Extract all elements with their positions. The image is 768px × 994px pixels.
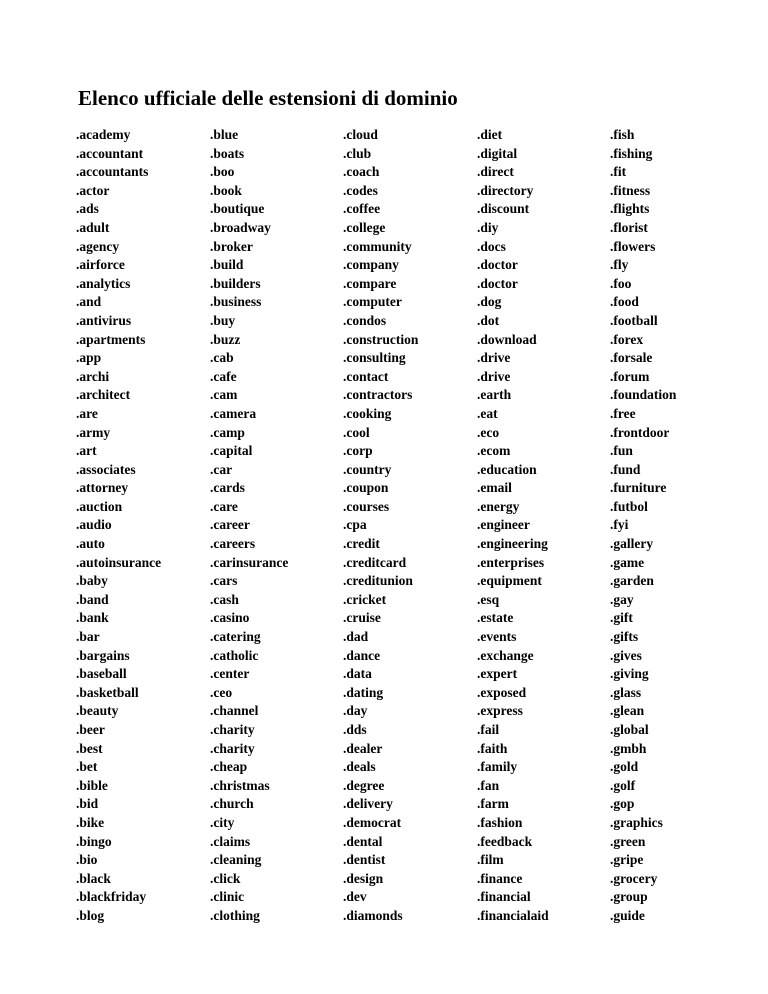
domain-extension: .band [76, 591, 109, 607]
domain-extension: .fly [610, 257, 629, 273]
domain-extension: .architect [76, 387, 131, 403]
domain-extension: .boutique [210, 201, 265, 217]
domain-extension: .christmas [210, 777, 270, 793]
domain-extension: .feedback [477, 833, 533, 849]
domain-extension: .bank [76, 610, 109, 626]
domain-extension: .baby [76, 573, 108, 589]
domain-extension: .antivirus [76, 312, 132, 328]
domain-extension: .army [76, 424, 111, 440]
domain-extension: .casino [210, 610, 250, 626]
domain-extension: .exchange [477, 647, 534, 663]
domain-extension: .engineer [477, 517, 530, 533]
domain-extension: .eat [477, 405, 498, 421]
domain-extension: .construction [343, 331, 419, 347]
domain-extension: .enterprises [477, 554, 545, 570]
domain-extension: .black [76, 870, 111, 886]
domain-extension: .film [477, 852, 504, 868]
domain-extension: .glass [610, 684, 642, 700]
domain-extension: .attorney [76, 480, 129, 496]
domain-extension: .esq [477, 591, 500, 607]
domain-extension: .buy [210, 312, 236, 328]
domain-extension: .contractors [343, 387, 413, 403]
domain-extension: .diamonds [343, 907, 403, 923]
domain-extension: .expert [477, 666, 518, 682]
domain-extension: .creditcard [343, 554, 407, 570]
domain-extension: .autoinsurance [76, 554, 162, 570]
domain-extension: .frontdoor [610, 424, 670, 440]
domain-extension: .charity [210, 740, 255, 756]
domain-extension: .gold [610, 759, 639, 775]
domain-extension: .doctor [477, 275, 518, 291]
domain-extension: .care [210, 498, 238, 514]
domain-extension: .are [76, 405, 98, 421]
domain-extension: .camera [210, 405, 257, 421]
domain-extension: .creditunion [343, 573, 413, 589]
domain-extension: .analytics [76, 275, 131, 291]
domain-extension: .fail [477, 722, 500, 737]
domain-extension: .ecom [477, 443, 511, 459]
domain-extension: .engineering [477, 536, 548, 552]
domain-extension: .flowers [610, 238, 656, 254]
domain-extension: .adult [76, 219, 110, 235]
domain-extension: .cleaning [210, 852, 262, 868]
domain-extension: .book [210, 182, 242, 198]
domain-extension: .career [210, 517, 250, 533]
domain-extension: .deals [343, 759, 376, 775]
domain-extension: .democrat [343, 814, 402, 830]
domain-extension: .business [210, 294, 262, 310]
domain-extension: .center [210, 666, 250, 682]
domain-extension: .football [610, 312, 658, 328]
domain-extension: .design [343, 870, 384, 886]
domain-extension: .foo [610, 275, 632, 291]
domain-extension: .cooking [343, 405, 392, 421]
domain-extension: .fun [610, 443, 633, 459]
domain-extension: .dot [477, 312, 500, 328]
domain-extension: .beauty [76, 703, 119, 719]
domain-extension: .charity [210, 722, 255, 737]
domain-extension: .city [210, 814, 235, 830]
domain-extension: .forsale [610, 350, 653, 366]
domain-column-1 [76, 126, 161, 926]
domain-extension: .dad [343, 629, 369, 645]
domain-extension: .graphics [610, 814, 663, 830]
domain-extension: .degree [343, 777, 385, 793]
domain-extension: .contact [343, 368, 389, 384]
domain-extension: .boo [210, 164, 235, 180]
domain-extension: .cafe [210, 368, 237, 384]
domain-extension: .cricket [343, 591, 387, 607]
domain-extension: .exposed [477, 684, 527, 700]
domain-extension: .bible [76, 777, 108, 793]
domain-extension: .company [343, 257, 399, 273]
domain-extension: .associates [76, 461, 136, 477]
domain-extension: .country [343, 461, 392, 477]
domain-extension: .fish [610, 127, 635, 142]
domain-extension: .accountant [76, 145, 144, 161]
domain-extension: .baseball [76, 666, 127, 682]
domain-extension: .blackfriday [76, 889, 147, 905]
domain-extension: .fitness [610, 182, 651, 198]
domain-extension: .energy [477, 498, 520, 514]
domain-extension: .college [343, 219, 386, 235]
domain-extension: .cpa [343, 517, 367, 533]
domain-extension: .and [76, 294, 102, 310]
domain-extension: .bike [76, 814, 105, 830]
domain-column-5 [610, 126, 676, 926]
domain-extension: .coach [343, 164, 380, 180]
domain-extension: .drive [477, 350, 511, 366]
domain-extension: .download [477, 331, 537, 347]
domain-extension: .community [343, 238, 412, 254]
domain-extension: .bio [76, 852, 98, 868]
domain-extension: .dog [477, 294, 502, 310]
domain-extension: .beer [76, 722, 105, 737]
domain-extension: .builders [210, 275, 261, 291]
domain-extension: .equipment [477, 573, 542, 589]
domain-extension: .futbol [610, 498, 648, 514]
domain-extension: .courses [343, 498, 390, 514]
domain-extension: .dev [343, 889, 367, 905]
domain-extension: .ads [76, 201, 99, 217]
domain-extension: .family [477, 759, 518, 775]
domain-extension: .diy [477, 219, 499, 235]
domain-extension: .fyi [610, 517, 629, 533]
domain-extension: .academy [76, 127, 131, 142]
domain-extension: .gallery [610, 536, 654, 552]
domain-extension: .estate [477, 610, 514, 626]
domain-extension: .florist [610, 219, 648, 235]
domain-extension: .cash [210, 591, 239, 607]
domain-extension: .broadway [210, 219, 271, 235]
domain-extension: .catholic [210, 647, 259, 663]
domain-extension: .email [477, 480, 512, 496]
domain-extension: .coffee [343, 201, 381, 217]
domain-extension: .airforce [76, 257, 125, 273]
domain-extension: .guide [610, 907, 645, 923]
domain-extension: .dealer [343, 740, 383, 756]
domain-extension: .free [610, 405, 636, 421]
domain-extension: .dentist [343, 852, 386, 868]
domain-extension: .grocery [610, 870, 658, 886]
domain-extension: .direct [477, 164, 514, 180]
domain-extension: .app [76, 350, 102, 366]
domain-extension: .basketball [76, 684, 139, 700]
domain-extension: .auto [76, 536, 105, 552]
domain-extension: .financialaid [477, 907, 549, 923]
domain-extension: .credit [343, 536, 380, 552]
domain-extension: .accountants [76, 164, 149, 180]
domain-extension: .coupon [343, 480, 389, 496]
domain-extension: .eco [477, 424, 500, 440]
domain-extension: .financial [477, 889, 531, 905]
domain-extension: .cheap [210, 759, 248, 775]
domain-extension: .bar [76, 629, 100, 645]
domain-extension: .gmbh [610, 740, 647, 756]
domain-extension: .actor [76, 182, 110, 198]
domain-extension: .best [76, 740, 103, 756]
domain-extension: .bingo [76, 833, 112, 849]
domain-extension: .express [477, 703, 523, 719]
domain-extension: .channel [210, 703, 259, 719]
domain-extension: .dating [343, 684, 384, 700]
domain-extension: .boats [210, 145, 245, 161]
domain-extension: .fan [477, 777, 500, 793]
domain-extension: .drive [477, 368, 511, 384]
page-title: Elenco ufficiale delle estensioni di dominio [78, 86, 458, 110]
domain-extension: .foundation [610, 387, 677, 403]
domain-extension: .bet [76, 759, 98, 775]
domain-extension: .click [210, 870, 241, 886]
domain-extension: .furniture [610, 480, 667, 496]
domain-extension: .directory [477, 182, 534, 198]
domain-extension: .green [610, 833, 646, 849]
domain-extension: .discount [477, 201, 530, 217]
domain-extension: .forum [610, 368, 650, 384]
domain-extension: .blog [76, 907, 105, 923]
domain-extension: .doctor [477, 257, 518, 273]
domain-extension: .delivery [343, 796, 393, 812]
domain-extension: .dental [343, 833, 383, 849]
domain-extension: .finance [477, 870, 523, 886]
domain-extension: .ceo [210, 684, 233, 700]
domain-extension: .cruise [343, 610, 381, 626]
domain-extension: .careers [210, 536, 256, 552]
domain-extension: .digital [477, 145, 518, 161]
domain-extension: .clinic [210, 889, 245, 905]
domain-extension: .car [210, 461, 233, 477]
domain-extension: .condos [343, 312, 387, 328]
domain-extension: .group [610, 889, 648, 905]
domain-extension: .compare [343, 275, 397, 291]
domain-extension: .education [477, 461, 537, 477]
domain-column-2 [210, 126, 288, 926]
domain-extension: .cars [210, 573, 238, 589]
domain-extension: .game [610, 554, 645, 570]
domain-extension: .claims [210, 833, 251, 849]
domain-extension: .diet [477, 127, 503, 142]
domain-extension: .glean [610, 703, 645, 719]
domain-extension: .club [343, 145, 372, 161]
domain-extension: .apartments [76, 331, 146, 347]
domain-extension: .day [343, 703, 368, 719]
domain-extension: .audio [76, 517, 112, 533]
domain-extension: .gifts [610, 629, 639, 645]
domain-extension: .buzz [210, 331, 241, 347]
domain-extension-columns [0, 126, 768, 936]
domain-extension: .cam [210, 387, 238, 403]
domain-extension: .fit [610, 164, 627, 180]
domain-extension: .data [343, 666, 372, 682]
domain-extension: .consulting [343, 350, 406, 366]
domain-extension: .fishing [610, 145, 653, 161]
domain-extension: .agency [76, 238, 120, 254]
domain-extension: .events [477, 629, 517, 645]
domain-extension: .corp [343, 443, 373, 459]
domain-extension: .archi [76, 368, 110, 384]
domain-extension: .garden [610, 573, 654, 589]
domain-extension: .blue [210, 127, 239, 142]
domain-column-4 [477, 126, 549, 926]
domain-extension: .catering [210, 629, 261, 645]
domain-extension: .faith [477, 740, 508, 756]
domain-extension: .food [610, 294, 639, 310]
domain-extension: .dds [343, 722, 367, 737]
domain-extension: .carinsurance [210, 554, 289, 570]
domain-extension: .forex [610, 331, 644, 347]
domain-extension: .capital [210, 443, 253, 459]
domain-extension: .church [210, 796, 254, 812]
domain-extension: .build [210, 257, 244, 273]
domain-extension: .cards [210, 480, 245, 496]
domain-extension: .codes [343, 182, 378, 198]
domain-extension: .gop [610, 796, 635, 812]
domain-extension: .art [76, 443, 97, 459]
domain-extension: .giving [610, 666, 649, 682]
domain-extension: .bid [76, 796, 99, 812]
domain-extension: .gay [610, 591, 634, 607]
domain-extension: .dance [343, 647, 381, 663]
domain-extension: .cool [343, 424, 370, 440]
domain-extension: .cloud [343, 127, 378, 142]
domain-extension: .global [610, 722, 649, 737]
domain-extension: .camp [210, 424, 245, 440]
domain-extension: .gives [610, 647, 642, 663]
domain-extension: .fund [610, 461, 641, 477]
domain-extension: .clothing [210, 907, 260, 923]
domain-extension: .computer [343, 294, 402, 310]
domain-extension: .auction [76, 498, 123, 514]
domain-extension: .broker [210, 238, 253, 254]
domain-extension: .earth [477, 387, 512, 403]
domain-extension: .cab [210, 350, 234, 366]
domain-extension: .bargains [76, 647, 130, 663]
domain-column-3 [343, 126, 418, 926]
domain-extension: .flights [610, 201, 650, 217]
domain-extension: .fashion [477, 814, 523, 830]
domain-extension: .gift [610, 610, 633, 626]
domain-extension: .docs [477, 238, 506, 254]
domain-extension: .gripe [610, 852, 644, 868]
domain-extension: .farm [477, 796, 509, 812]
domain-extension: .golf [610, 777, 636, 793]
